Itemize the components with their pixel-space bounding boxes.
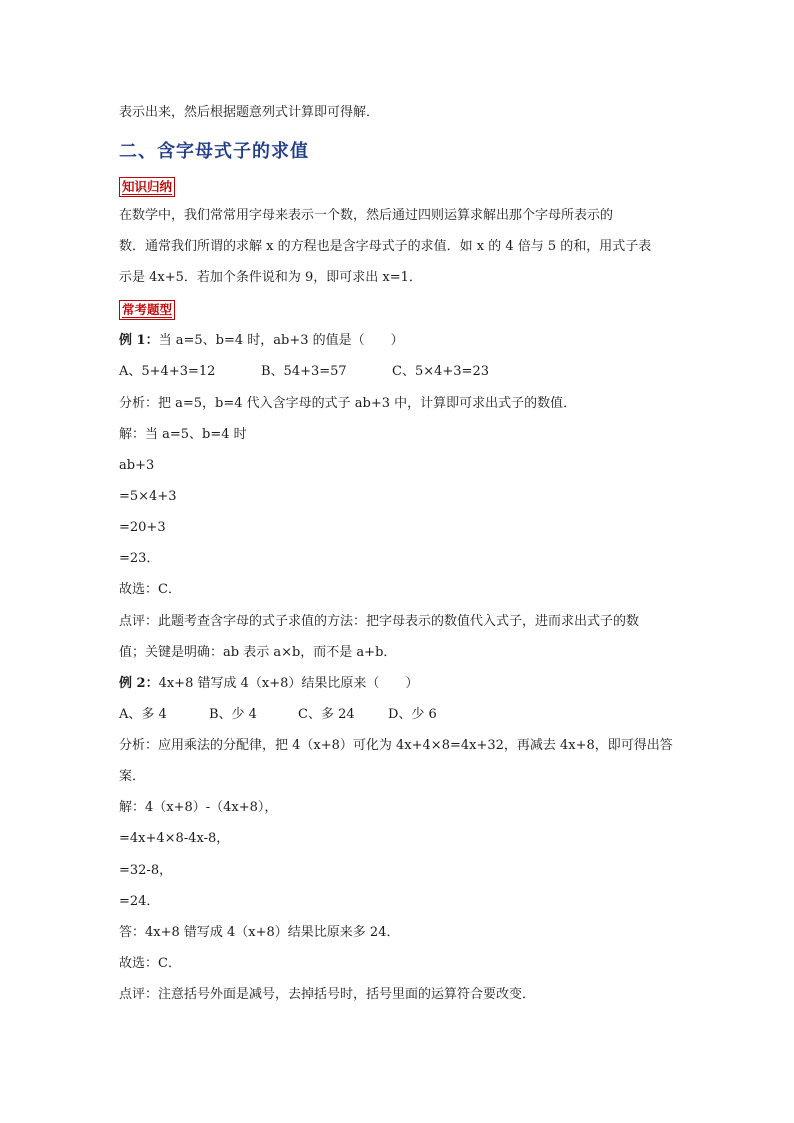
example1-solution-4: =20+3	[119, 520, 166, 535]
example1-answer: 故选：C．	[119, 582, 181, 597]
common-tag	[119, 300, 175, 320]
knowledge-tag	[119, 177, 175, 197]
example2-reply: 答：4x+8 错写成 4（x+8）结果比原来多 24．	[119, 925, 400, 940]
intro-line: 表示出来，然后根据题意列式计算即可得解．	[119, 105, 380, 120]
common-tag-label: 常考题型	[122, 302, 173, 317]
example2-question	[119, 674, 418, 694]
example2-answer: 故选：C．	[119, 956, 181, 971]
example2-question-text: 4x+8 错写成 4（x+8）结果比原来（ ）	[158, 676, 419, 691]
example2-analysis-1: 分析：应用乘法的分配律，把 4（x+8）可化为 4x+4×8=4x+32，再减去 4x+8，即可得出答	[119, 738, 673, 753]
knowledge-line-1: 在数学中，我们常常用字母来表示一个数，然后通过四则运算求解出那个字母所表示的	[119, 208, 614, 223]
example1-comment-1: 点评：此题考查含字母的式子求值的方法：把字母表示的数值代入式子，进而求出式子的数	[119, 614, 640, 629]
knowledge-tag-label: 知识归纳	[122, 179, 173, 194]
example2-solution-4: =24．	[119, 894, 160, 909]
example1-option-a: A、5+4+3=12	[119, 364, 216, 379]
example1-question	[119, 331, 404, 351]
knowledge-line-2: 数．通常我们所谓的求解 x 的方程也是含字母式子的求值．如 x 的 4 倍与 5 的和，用式子表	[119, 239, 652, 254]
example1-solution-1: 解：当 a=5、b=4 时	[119, 427, 247, 442]
example1-option-b: B、54+3=57	[261, 364, 347, 379]
example2-solution-1: 解：4（x+8）-（4x+8），	[119, 800, 278, 815]
example2-option-a: A、多 4	[119, 707, 167, 722]
example1-solution-2: ab+3	[119, 458, 155, 473]
section-heading: 二、含字母式子的求值	[119, 141, 309, 162]
example2-comment: 点评：注意括号外面是减号，去掉括号时，括号里面的运算符合要改变．	[119, 987, 536, 1002]
example2-solution-3: =32-8，	[119, 863, 173, 878]
example2-option-d: D、少 6	[388, 707, 437, 722]
example1-solution-5: =23．	[119, 551, 160, 566]
example1-label: 例 1：	[119, 333, 159, 348]
example2-option-b: B、少 4	[209, 707, 257, 722]
knowledge-line-3: 示是 4x+5．若加个条件说和为 9，即可求出 x=1．	[119, 270, 422, 285]
example2-solution-2: =4x+4×8-4x-8，	[119, 831, 230, 846]
example2-label: 例 2：	[119, 676, 159, 691]
example1-analysis: 分析：把 a=5，b=4 代入含字母的式子 ab+3 中，计算即可求出式子的数值．	[119, 396, 577, 411]
example1-option-c: C、5×4+3=23	[392, 364, 489, 379]
example2-analysis-2: 案．	[119, 769, 146, 784]
example1-solution-3: =5×4+3	[119, 489, 177, 504]
example1-question-text: 当 a=5、b=4 时，ab+3 的值是（ ）	[158, 333, 404, 348]
example2-option-c: C、多 24	[298, 707, 355, 722]
example1-comment-2: 值；关键是明确：ab 表示 a×b，而不是 a+b．	[119, 645, 397, 660]
